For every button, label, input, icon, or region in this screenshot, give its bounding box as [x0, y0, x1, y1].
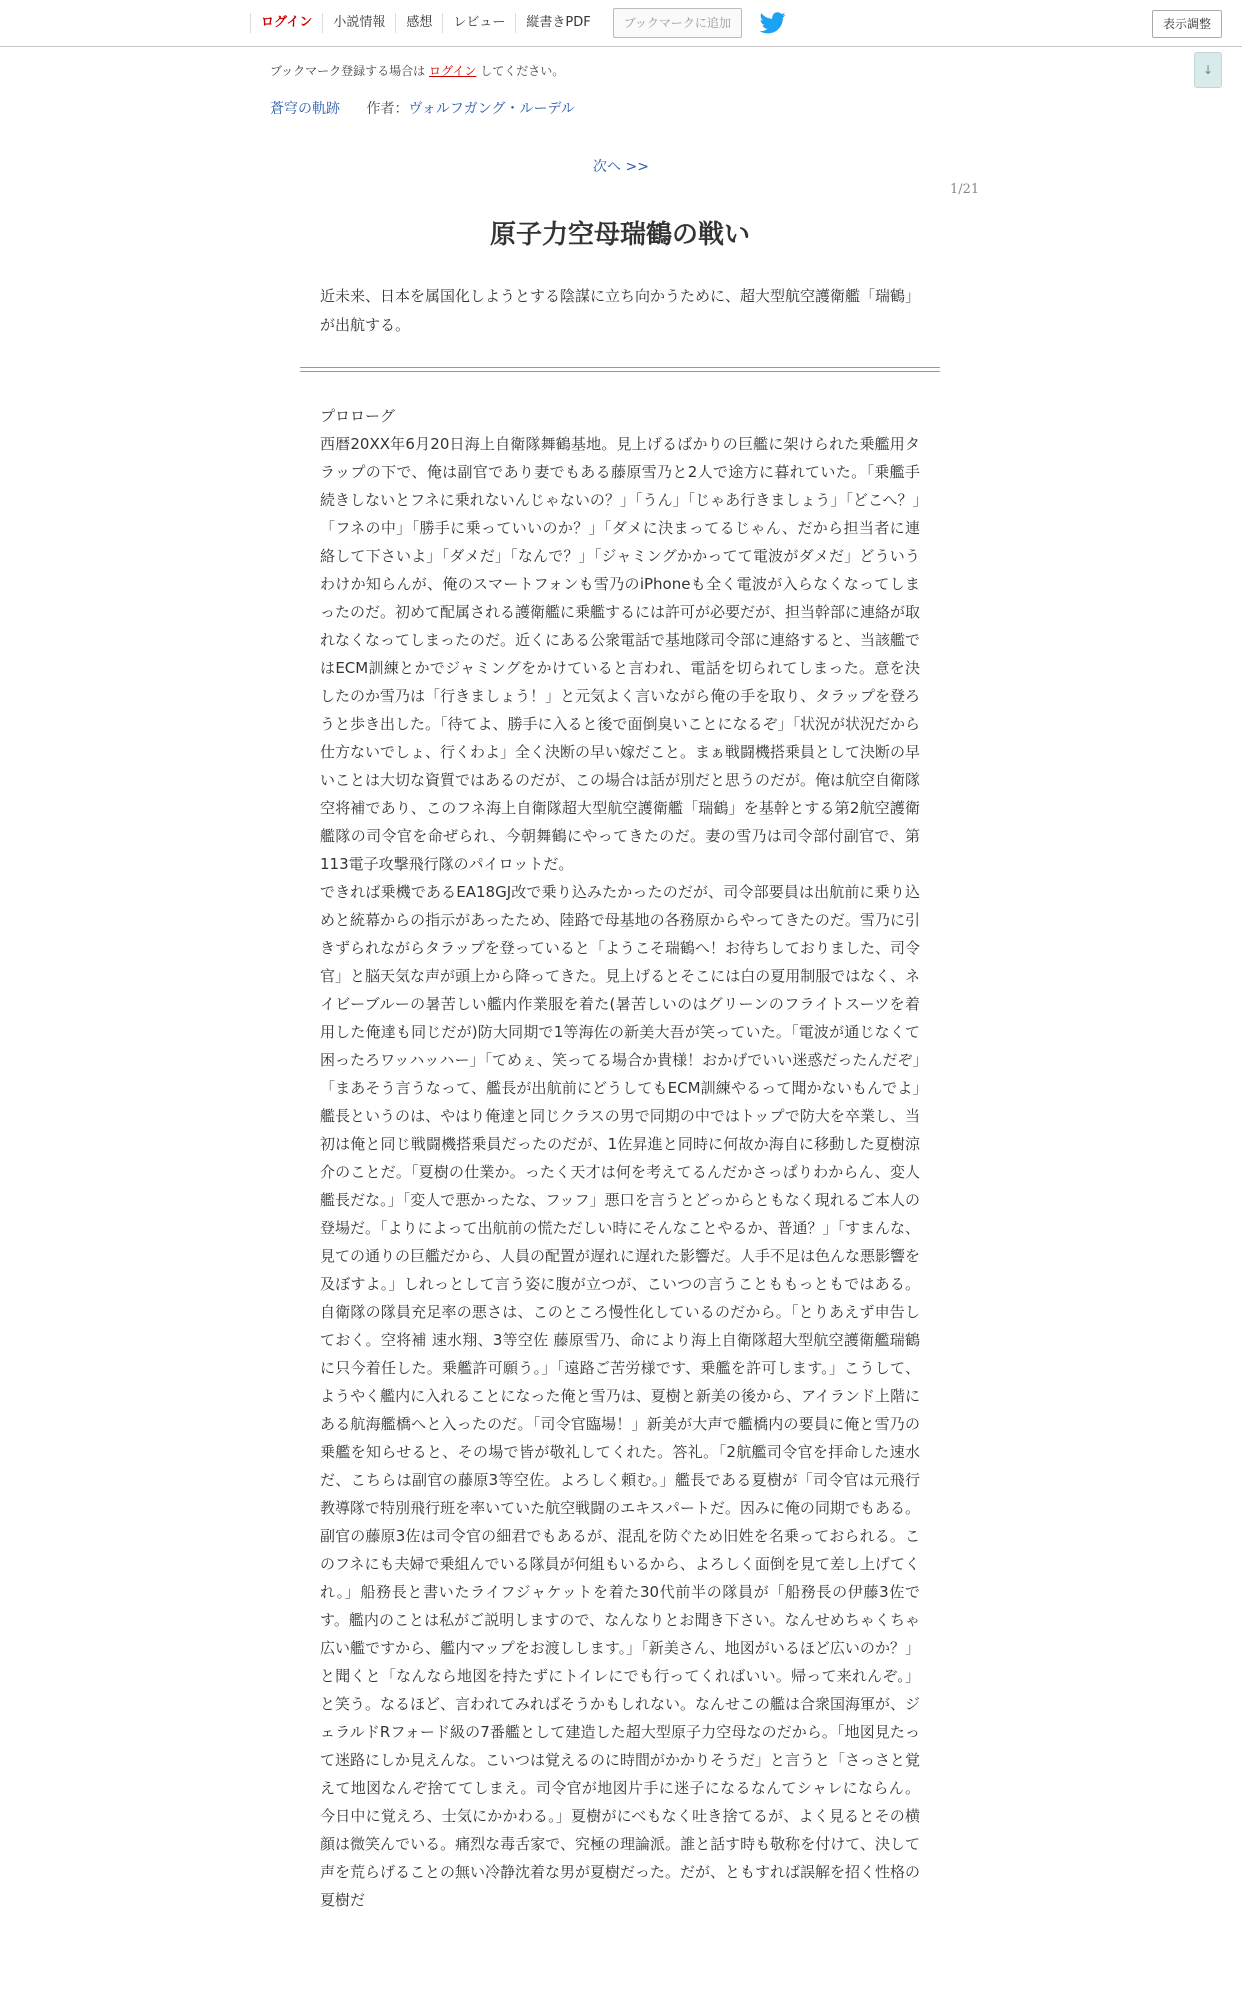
notice-text-before: ブックマーク登録する場合は — [270, 64, 426, 78]
author-link[interactable]: ヴォルフガング・ルーデル — [408, 101, 575, 117]
novel-body — [320, 402, 920, 1914]
nav-vertical-pdf-link[interactable]: 縦書きPDF — [515, 13, 600, 33]
nav-menu — [250, 0, 786, 46]
next-page-link[interactable]: 次へ >> — [593, 159, 649, 175]
series-title-link[interactable]: 蒼穹の軌跡 — [270, 101, 340, 117]
next-page-link-container — [0, 156, 1242, 176]
scroll-down-button[interactable]: ↓ — [1194, 52, 1222, 88]
body-paragraph: できれば乗機であるEA18GJ改で乗り込みたかったのだが、司令部要員は出航前に乗り込めと統幕からの指示があったため、陸路で母基地の各務原からやってきたのだ。雪乃に引きずられながらタラップを登っていると「ようこそ瑞鶴へ！お待ちしておりました、司令官」と脳天気な声が頭上から降ってきた。見上げるとそこには白の夏用制服ではなく、ネイビーブルーの暑苦しい艦内作業服を着た(暑苦しいのはグリーンのフライトスーツを着用した俺達も同じだが)防大同期で1等海佐の新美大吾が笑っていた。「電波が通じなくて困ったろワッハッハー」「てめぇ、笑ってる場合か貴様！おかげでいい迷惑だったんだぞ」「まあそう言うなって、艦長が出航前にどうしてもECM訓練やるって聞かないもんでよ」艦長というのは、やはり俺達と同じクラスの男で同期の中ではトップで防大を卒業し、当初は俺と同じ戦闘機搭乗員だったのだが、1佐昇進と同時に何故か海自に移動した夏樹涼介のことだ。「夏樹の仕業か。ったく天才は何を考えてるんだかさっぱりわからん、変人艦長だな。」「変人で悪かったな、フッフ」悪口を言うとどっからともなく現れるご本人の登場だ。「よりによって出航前の慌ただしい時にそんなことやるか、普通？」「すまんな、見ての通りの巨艦だから、人員の配置が遅れに遅れた影響だ。人手不足は色んな悪影響を及ぼすよ。」しれっとして言う姿に腹が立つが、こいつの言うことももっともではある。自衛隊の隊員充足率の悪さは、このところ慢性化しているのだから。「とりあえず申告しておく。空将補 速水翔、3等空佐 藤原雪乃、命により海上自衛隊超大型航空護衛艦瑞鶴に只今着任した。乗艦許可願う。」「遠路ご苦労様です、乗艦を許可します。」こうして、ようやく艦内に入れることになった俺と雪乃は、夏樹と新美の後から、アイランド上階にある航海艦橋へと入ったのだ。「司令官臨場！」新美が大声で艦橋内の要員に俺と雪乃の乗艦を知らせると、その場で皆が敬礼してくれた。答礼。「2航艦司令官を拝命した速水だ、こちらは副官の藤原3等空佐。よろしく頼む。」艦長である夏樹が「司令官は元飛行教導隊で特別飛行班を率いていた航空戦闘のエキスパートだ。因みに俺の同期でもある。副官の藤原3佐は司令官の細君でもあるが、混乱を防ぐため旧姓を名乗っておられる。このフネにも夫婦で乗組んでいる隊員が何組もいるから、よろしく面倒を見て差し上げてくれ。」船務長と書いたライフジャケットを着た30代前半の隊員が「船務長の伊藤3佐です。艦内のことは私がご説明しますので、なんなりとお聞き下さい。なんせめちゃくちゃ広い艦ですから、艦内マップをお渡しします。」「新美さん、地図がいるほど広いのか？」と聞くと「なんなら地図を持たずにトイレにでも行ってくればいい。帰って来れんぞ。」と笑う。なるほど、言われてみればそうかもしれない。なんせこの艦は合衆国海軍が、ジェラルドRフォード級の7番艦として建造した超大型原子力空母なのだから。「地図見たって迷路にしか見えんな。こいつは覚えるのに時間がかかりそうだ」と言うと「さっさと覚えて地図なんぞ捨ててしまえ。司令官が地図片手に迷子になるなんてシャレにならん。今日中に覚えろ、士気にかかわる。」夏樹がにべもなく吐き捨てるが、よく見るとその横顔は微笑んでいる。痛烈な毒舌家で、究極の理論派。誰と話す時も敬称を付けて、決して声を荒らげることの無い冷静沈着な男が夏樹だった。だが、ともすれば誤解を招く性格の夏樹だ — [320, 883, 921, 1909]
twitter-icon[interactable] — [760, 12, 786, 34]
nav-impressions-link[interactable]: 感想 — [395, 13, 442, 33]
author-label: 作者： — [366, 101, 409, 117]
top-navigation-bar — [0, 0, 1242, 47]
add-bookmark-button[interactable]: ブックマークに追加 — [613, 8, 742, 38]
synopsis: 近未来、日本を属国化しようとする陰謀に立ち向かうために、超大型航空護衛艦「瑞鶴」が出航する。 — [320, 287, 921, 334]
notice-login-link[interactable]: ログイン — [429, 64, 477, 78]
display-adjust-button[interactable]: 表示調整 — [1152, 10, 1222, 38]
page-number: 1/21 — [950, 182, 980, 197]
body-heading: プロローグ — [320, 407, 396, 425]
nav-novel-info-link[interactable]: 小説情報 — [322, 13, 395, 33]
notice-text-after: してください。 — [480, 64, 565, 78]
nav-review-link[interactable]: レビュー — [442, 13, 515, 33]
body-paragraph: 西暦20XX年6月20日海上自衛隊舞鶴基地。見上げるばかりの巨艦に架けられた乗艦用タラップの下で、俺は副官であり妻でもある藤原雪乃と2人で途方に暮れていた。「乗艦手続きしないとフネに乗れないんじゃないの？」「うん」「じゃあ行きましょう」「どこへ？」「フネの中」「勝手に乗っていいのか？」「ダメに決まってるじゃん、だから担当者に連絡して下さいよ」「ダメだ」「なんで？」「ジャミングかかってて電波がダメだ」どういうわけか知らんが、俺のスマートフォンも雪乃のiPhoneも全く電波が入らなくなってしまったのだ。初めて配属される護衛艦に乗艦するには許可が必要だが、担当幹部に連絡が取れなくなってしまったのだ。近くにある公衆電話で基地隊司令部に連絡すると、当該艦ではECM訓練とかでジャミングをかけていると言われ、電話を切られてしまった。意を決したのか雪乃は「行きましょう！」と元気よく言いながら俺の手を取り、タラップを登ろうと歩き出した。「待てよ、勝手に入ると後で面倒臭いことになるぞ」「状況が状況だから仕方ないでしょ、行くわよ」全く決断の早い嫁だこと。まぁ戦闘機搭乗員として決断の早いことは大切な資質ではあるのだが、この場合は話が別だと思うのだが。俺は航空自衛隊空将補であり、このフネ海上自衛隊超大型航空護衛艦「瑞鶴」を基幹とする第2航空護衛艦隊の司令官を命ぜられ、今朝舞鶴にやってきたのだ。妻の雪乃は司令部付副官で、第113電子攻撃飛行隊のパイロットだ。 — [320, 435, 921, 873]
chapter-title: 原子力空母瑞鶴の戦い — [489, 220, 750, 250]
bookmark-login-notice — [270, 62, 564, 79]
nav-login-link[interactable]: ログイン — [250, 13, 322, 33]
novel-meta — [270, 98, 575, 118]
divider — [300, 367, 940, 372]
